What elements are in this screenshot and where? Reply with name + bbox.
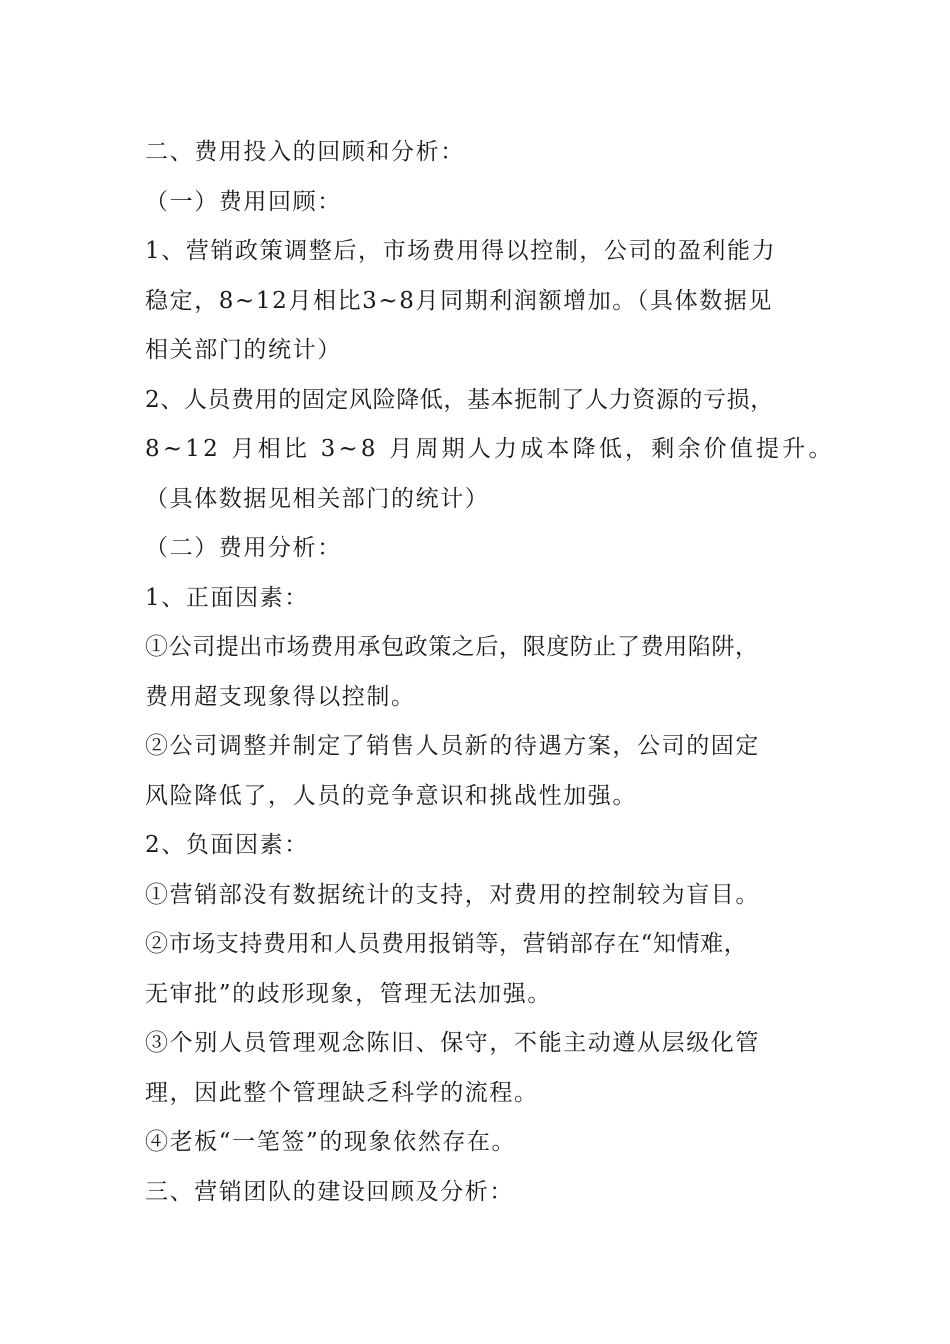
paragraph-line: （具体数据见相关部门的统计）	[145, 485, 490, 512]
list-item-continuation: 无审批”的歧形现象，管理无法加强。	[145, 980, 552, 1007]
section-heading-expense-review: 二、费用投入的回顾和分析：	[145, 139, 465, 165]
paragraph-line: 稳定，8~12月相比3~8月同期利润额增加。（具体数据见	[145, 287, 774, 314]
list-item: ③个别人员管理观念陈旧、保守，不能主动遵从层级化管	[145, 1030, 760, 1056]
list-item-continuation: 风险降低了，人员的竞争意识和挑战性加强。	[145, 782, 637, 809]
list-heading-negative: 2、负面因素：	[145, 832, 309, 858]
list-item-continuation: 费用超支现象得以控制。	[145, 683, 416, 710]
list-item-continuation: 理，因此整个管理缺乏科学的流程。	[145, 1079, 539, 1106]
list-item: ①营销部没有数据统计的支持，对费用的控制较为盲目。	[145, 881, 760, 908]
document-body	[145, 128, 835, 1217]
list-item: ①公司提出市场费用承包政策之后，限度防止了费用陷阱，	[145, 634, 759, 660]
paragraph-line: 8~12 月相比 3~8 月周期人力成本降低，剩余价值提升。	[145, 436, 835, 462]
list-item: ②公司调整并制定了销售人员新的待遇方案，公司的固定	[145, 733, 760, 759]
paragraph-line: 相关部门的统计）	[145, 337, 342, 363]
list-item: ④老板“一笔签”的现象依然存在。	[145, 1129, 517, 1155]
subheading-expense-analysis: （二）费用分析：	[145, 535, 342, 561]
paragraph-line: 1、营销政策调整后，市场费用得以控制，公司的盈利能力	[145, 238, 777, 264]
section-heading-team-review: 三、营销团队的建设回顾及分析：	[145, 1178, 514, 1205]
list-item: ②市场支持费用和人员费用报销等，营销部存在“知情难，	[145, 931, 748, 957]
subheading-expense-review: （一）费用回顾：	[145, 188, 342, 215]
list-heading-positive: 1、正面因素：	[145, 584, 309, 611]
paragraph-line: 2、人员费用的固定风险降低，基本扼制了人力资源的亏损，	[145, 386, 774, 413]
